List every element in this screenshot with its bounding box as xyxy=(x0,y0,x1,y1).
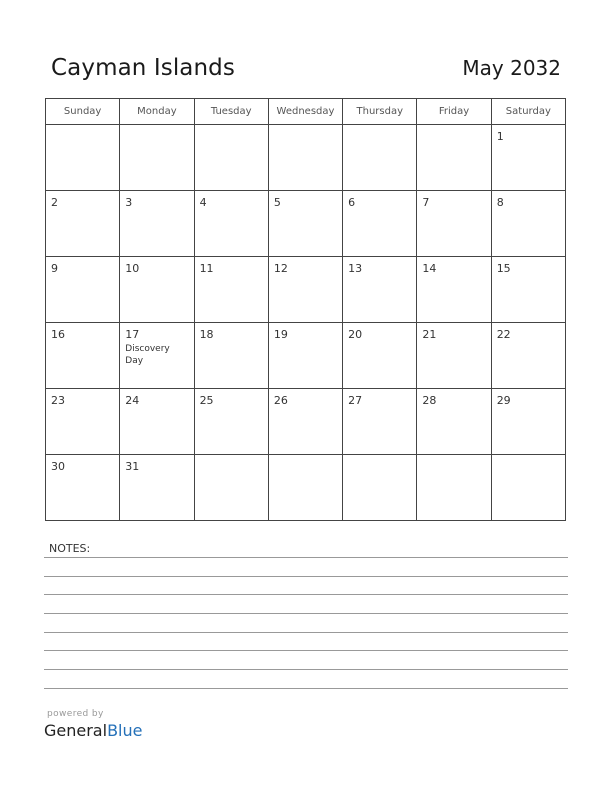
day-number: 18 xyxy=(199,328,214,341)
day-number: 24 xyxy=(125,394,140,407)
notes-line xyxy=(44,594,568,595)
brand-general: General xyxy=(44,721,108,740)
day-cell[interactable] xyxy=(417,191,491,257)
day-cell[interactable] xyxy=(268,389,342,455)
weekday-tuesday: Tuesday xyxy=(194,99,268,125)
notes-line xyxy=(44,688,568,689)
day-cell[interactable] xyxy=(268,257,342,323)
day-number: 21 xyxy=(422,328,437,341)
day-cell[interactable] xyxy=(46,389,120,455)
day-cell[interactable] xyxy=(194,323,268,389)
month-year-title: May 2032 xyxy=(462,56,561,80)
weekday-monday: Monday xyxy=(120,99,194,125)
day-cell[interactable] xyxy=(491,455,565,521)
day-number: 4 xyxy=(199,196,207,209)
country-title: Cayman Islands xyxy=(51,55,235,81)
day-cell[interactable] xyxy=(268,323,342,389)
day-cell[interactable] xyxy=(194,191,268,257)
day-cell[interactable] xyxy=(120,389,194,455)
day-cell[interactable] xyxy=(343,389,417,455)
day-number: 29 xyxy=(496,394,511,407)
day-number: 16 xyxy=(51,328,65,341)
day-cell[interactable] xyxy=(194,125,268,191)
day-cell[interactable] xyxy=(194,455,268,521)
day-cell[interactable] xyxy=(194,389,268,455)
day-number: 26 xyxy=(273,394,288,407)
day-number: 14 xyxy=(422,262,437,275)
brand-blue: Blue xyxy=(107,721,143,740)
notes-line xyxy=(44,557,568,558)
week-row xyxy=(46,455,566,521)
day-cell[interactable] xyxy=(417,125,491,191)
notes-label: NOTES: xyxy=(49,542,91,555)
day-number: 2 xyxy=(51,196,58,209)
day-number: 17 xyxy=(125,328,140,341)
day-number: 13 xyxy=(348,262,363,275)
day-number: 9 xyxy=(51,262,58,275)
weekday-friday: Friday xyxy=(417,99,491,125)
week-row xyxy=(46,191,566,257)
day-cell[interactable] xyxy=(417,323,491,389)
day-number: 31 xyxy=(125,460,140,473)
day-cell[interactable] xyxy=(46,455,120,521)
day-cell[interactable] xyxy=(46,191,120,257)
day-cell[interactable] xyxy=(120,125,194,191)
day-cell[interactable] xyxy=(46,125,120,191)
day-cell[interactable] xyxy=(343,455,417,521)
day-number: 11 xyxy=(199,262,214,275)
day-cell[interactable] xyxy=(491,257,565,323)
day-cell[interactable] xyxy=(417,389,491,455)
notes-line xyxy=(44,632,568,633)
notes-line xyxy=(44,669,568,670)
day-number: 1 xyxy=(496,130,504,143)
day-number: 10 xyxy=(125,262,140,275)
week-row xyxy=(46,257,566,323)
day-cell[interactable] xyxy=(120,257,194,323)
day-number: 7 xyxy=(422,196,430,209)
holiday-label: Discovery Day xyxy=(125,344,170,366)
day-number: 5 xyxy=(273,196,281,209)
day-number: 8 xyxy=(496,196,504,209)
weekday-sunday: Sunday xyxy=(46,99,120,125)
day-number: 15 xyxy=(496,262,511,275)
weekday-thursday: Thursday xyxy=(343,99,417,125)
day-cell[interactable] xyxy=(268,455,342,521)
week-row xyxy=(46,125,566,191)
weekday-saturday: Saturday xyxy=(491,99,565,125)
day-cell[interactable] xyxy=(491,389,565,455)
powered-by-text: powered by xyxy=(47,709,104,719)
day-cell[interactable] xyxy=(417,257,491,323)
day-cell[interactable] xyxy=(268,125,342,191)
day-cell[interactable] xyxy=(120,323,194,389)
notes-line xyxy=(44,613,568,614)
day-cell[interactable] xyxy=(417,455,491,521)
weekday-header-row xyxy=(46,99,566,125)
day-cell[interactable] xyxy=(343,257,417,323)
notes-line xyxy=(44,650,568,651)
day-number: 25 xyxy=(199,394,214,407)
day-number: 3 xyxy=(125,196,133,209)
day-cell[interactable] xyxy=(120,191,194,257)
day-cell[interactable] xyxy=(46,323,120,389)
calendar-grid xyxy=(45,98,566,521)
week-row xyxy=(46,389,566,455)
day-number: 23 xyxy=(51,394,65,407)
day-number: 28 xyxy=(422,394,437,407)
day-cell[interactable] xyxy=(343,125,417,191)
day-cell[interactable] xyxy=(194,257,268,323)
brand-logo[interactable] xyxy=(44,721,142,740)
day-number: 27 xyxy=(348,394,363,407)
day-cell[interactable] xyxy=(491,323,565,389)
day-cell[interactable] xyxy=(343,191,417,257)
day-cell[interactable] xyxy=(268,191,342,257)
day-number: 22 xyxy=(496,328,511,341)
weekday-wednesday: Wednesday xyxy=(268,99,342,125)
day-cell[interactable] xyxy=(46,257,120,323)
week-row xyxy=(46,323,566,389)
day-number: 6 xyxy=(348,196,356,209)
day-cell[interactable] xyxy=(491,125,565,191)
notes-line xyxy=(44,576,568,577)
day-cell[interactable] xyxy=(120,455,194,521)
day-number: 12 xyxy=(273,262,288,275)
day-number: 20 xyxy=(348,328,363,341)
day-number: 19 xyxy=(273,328,288,341)
day-number: 30 xyxy=(51,460,65,473)
day-cell[interactable] xyxy=(491,191,565,257)
day-cell[interactable] xyxy=(343,323,417,389)
